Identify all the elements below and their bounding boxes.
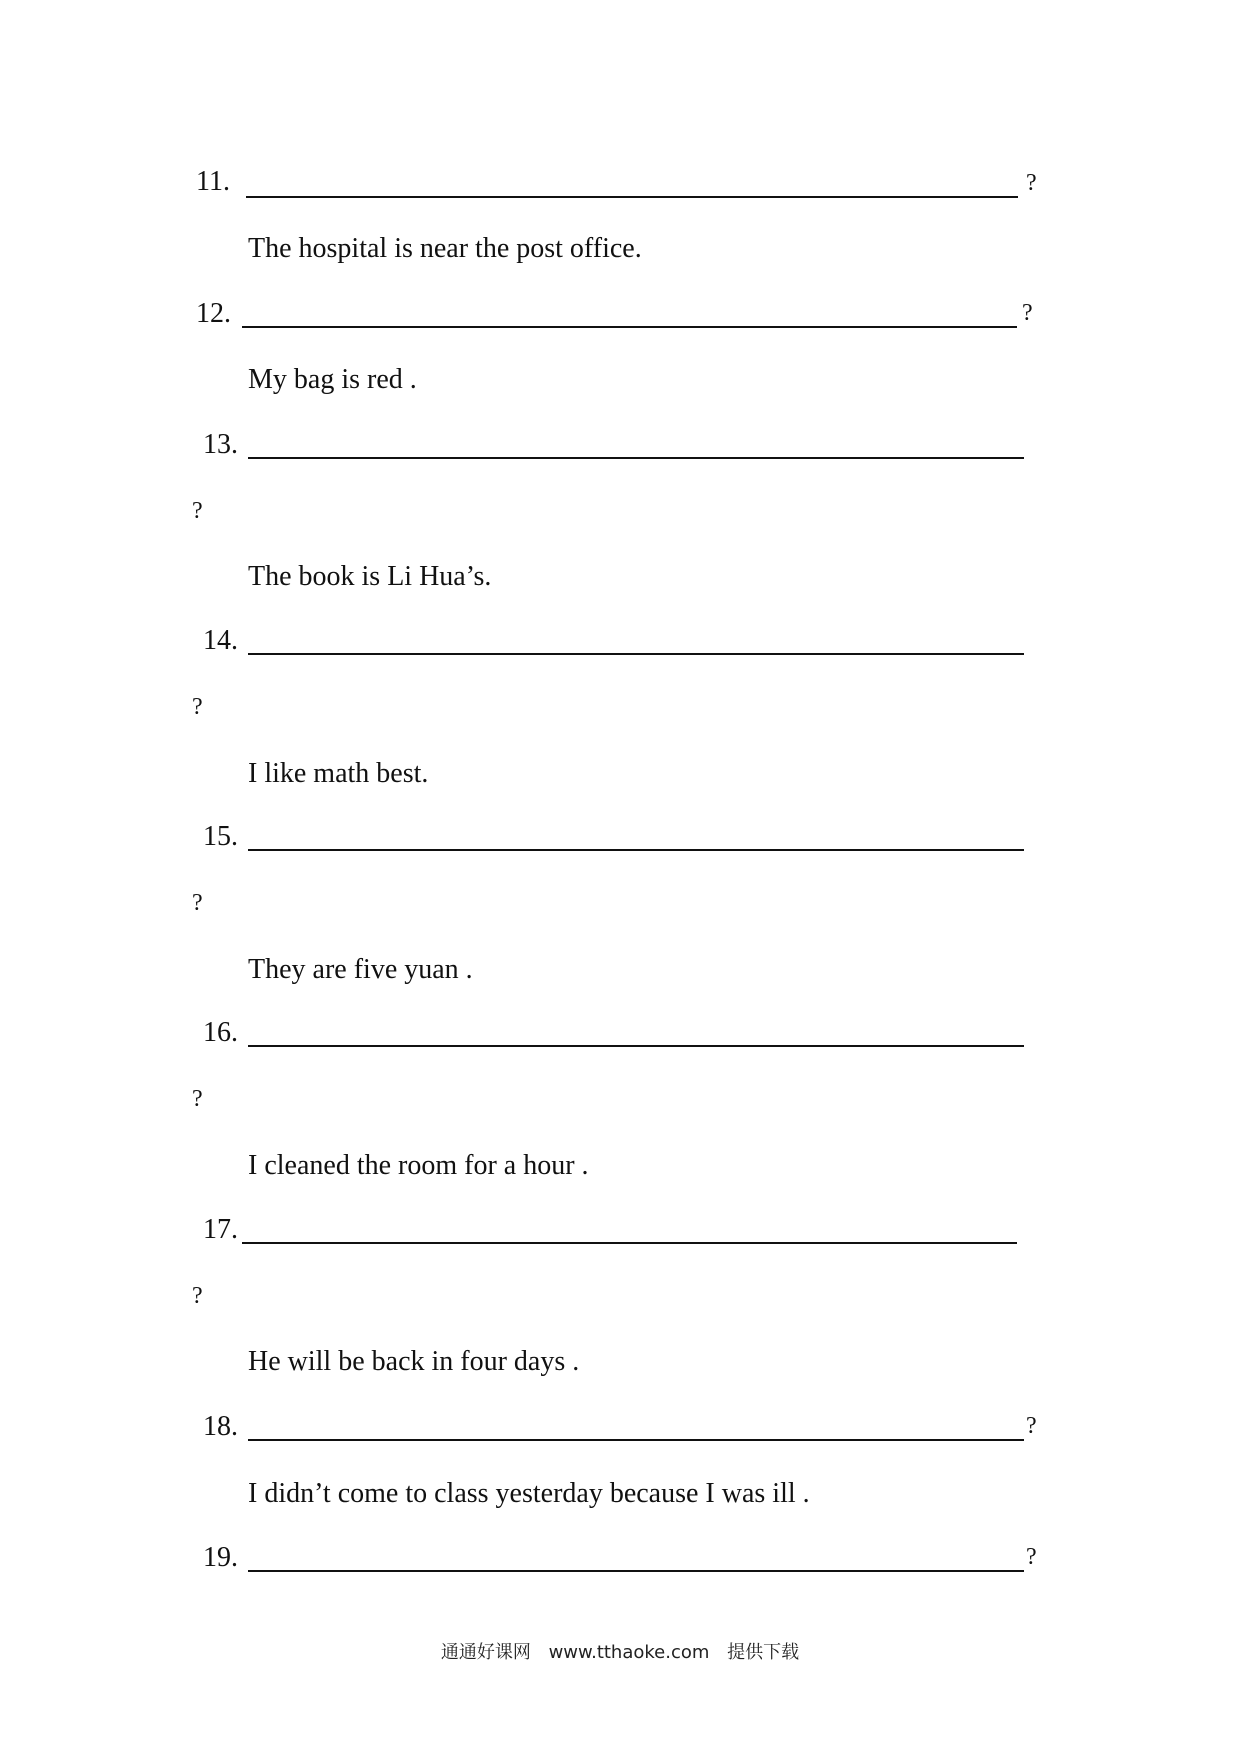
question-number-15: 15. [203,821,238,852]
question-number-13: 13. [203,429,238,460]
footer-site-name: 通通好课网 [440,1642,531,1663]
answer-blank-12[interactable] [242,326,1017,328]
question-mark-13: ? [192,498,203,524]
question-number-18: 18. [203,1411,238,1442]
footer-credit [0,1641,1240,1665]
question-number-16: 16. [203,1017,238,1048]
answer-sentence-16: I cleaned the room for a hour . [248,1150,589,1181]
answer-sentence-12: My bag is red . [248,364,417,395]
question-mark-11: ? [1026,170,1037,196]
question-number-11: 11. [196,166,230,197]
question-number-12: 12. [196,298,231,329]
answer-sentence-14: I like math best. [248,758,429,789]
question-mark-19: ? [1026,1544,1037,1570]
answer-sentence-15: They are five yuan . [248,954,473,985]
question-number-19: 19. [203,1542,238,1573]
answer-blank-13[interactable] [248,457,1024,459]
answer-sentence-18: I didn’t come to class yesterday because I was ill . [248,1478,810,1509]
answer-blank-17[interactable] [242,1242,1017,1244]
question-number-17: 17. [203,1214,238,1245]
answer-sentence-11: The hospital is near the post office. [248,233,642,264]
answer-blank-18[interactable] [248,1439,1024,1441]
answer-blank-16[interactable] [248,1045,1024,1047]
question-mark-12: ? [1022,300,1033,326]
question-number-14: 14. [203,625,238,656]
footer-suffix: 提供下载 [727,1642,800,1663]
answer-blank-15[interactable] [248,849,1024,851]
question-mark-18: ? [1026,1413,1037,1439]
answer-blank-11[interactable] [246,196,1018,198]
question-mark-16: ? [192,1086,203,1112]
question-mark-14: ? [192,694,203,720]
footer-url: www.tthaoke.com [548,1642,710,1663]
answer-blank-19[interactable] [248,1570,1024,1572]
answer-sentence-17: He will be back in four days . [248,1346,580,1377]
answer-sentence-13: The book is Li Hua’s. [248,561,492,592]
question-mark-15: ? [192,890,203,916]
question-mark-17: ? [192,1283,203,1309]
answer-blank-14[interactable] [248,653,1024,655]
